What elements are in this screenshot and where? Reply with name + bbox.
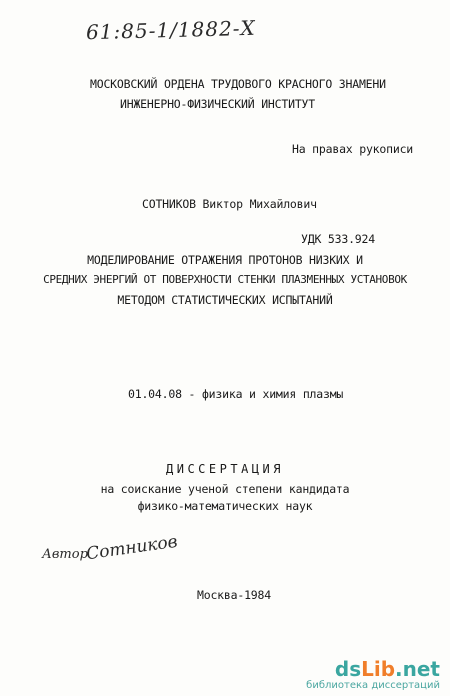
institution-line-2: ИНЖЕНЕРНО-ФИЗИЧЕСКИЙ ИНСТИТУТ <box>120 97 315 111</box>
watermark <box>306 658 440 692</box>
title-line-3: МЕТОДОМ СТАТИСТИЧЕСКИХ ИСПЫТАНИЙ <box>117 293 333 307</box>
author-signature: Сотников <box>85 531 179 565</box>
manuscript-note: На правах рукописи <box>292 142 414 156</box>
udk-code: УДК 533.924 <box>301 232 375 246</box>
specialty: 01.04.08 - физика и химия плазмы <box>128 387 344 401</box>
watermark-logo <box>306 658 440 680</box>
watermark-logo-net: .net <box>395 657 440 681</box>
watermark-subtitle: библиотека диссертаций <box>306 680 440 691</box>
title-line-2: СРЕДНИХ ЭНЕРГИЙ ОТ ПОВЕРХНОСТИ СТЕНКИ ПЛАЗМЕННЫХ УСТАНОВОК <box>43 273 407 286</box>
dissertation-degree-line-1: на соискание ученой степени кандидата <box>100 482 350 496</box>
watermark-logo-ds: ds <box>334 657 362 681</box>
title-line-1: МОДЕЛИРОВАНИЕ ОТРАЖЕНИЯ ПРОТОНОВ НИЗКИХ И <box>87 253 363 267</box>
dissertation-degree-line-2: физико-математических наук <box>137 499 313 513</box>
dissertation-heading: ДИССЕРТАЦИЯ <box>166 462 284 476</box>
institution-line-1: МОСКОВСКИЙ ОРДЕНА ТРУДОВОГО КРАСНОГО ЗНАМЕНИ <box>90 77 386 91</box>
place-year: Москва-1984 <box>197 588 271 602</box>
archive-number: 61:85-1/1882-Х <box>85 15 257 45</box>
watermark-logo-lib: Lib <box>361 657 396 681</box>
signature-label: Автор <box>42 547 88 562</box>
author-name: СОТНИКОВ Виктор Михайлович <box>142 197 317 211</box>
